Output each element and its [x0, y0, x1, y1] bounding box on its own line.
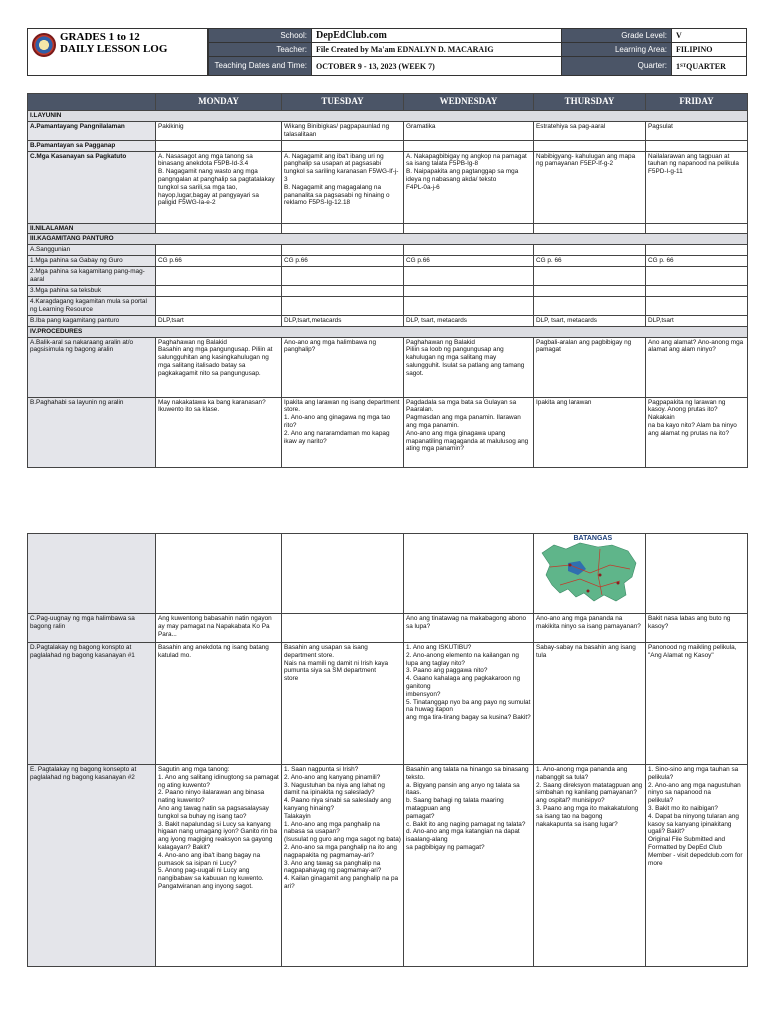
row-label-pagtalakay-1: D.Pagtalakay ng bagong konspto at paglalahad ng bagong kasanayan #1	[28, 643, 156, 765]
empty-cell	[404, 266, 534, 285]
cell-balik-tue: Ano-ano ang mga halimbawa ng panghalip?	[282, 337, 404, 397]
empty-cell	[404, 223, 534, 234]
empty-cell	[282, 223, 404, 234]
cell-pag-uugnay-mon: Ang kuwentong babasahin natin ngayon ay may pamagat na Napakabata Ko Pa Para...	[156, 614, 282, 643]
cell-iba-wed: DLP, tsart, metacards	[404, 315, 534, 326]
empty-cell	[282, 266, 404, 285]
empty-cell	[282, 285, 404, 296]
table-row	[28, 223, 748, 234]
empty-cell	[404, 285, 534, 296]
cell-balik-wed: Paghahawan ng Balakid Piliin sa loob ng pangungusap ang kahulugan ng mga salitang may salungguhit. Isulat sa patlang ang tamang sagot.	[404, 337, 534, 397]
table-row	[28, 397, 748, 467]
header-title-block	[28, 29, 208, 75]
cell-balik-mon: Paghahawan ng Balakid Basahin ang mga pangungusap. Piliin at salungguhitan ang kasingkahulugan ng mga salitang italisado batay sa pagkakagamit nito sa pangungusap.	[156, 337, 282, 397]
row-label-pagtalakay-2: E. Pagtalakay ng bagong konsepto at paglalahad ng bagong kasanayan #2	[28, 765, 156, 967]
table-row	[28, 245, 748, 256]
table-row	[28, 614, 748, 643]
quarter-word: QUARTER	[686, 61, 726, 71]
cell-pagtalakay1-wed: 1. Ano ang ISKUTIBU? 2. Ano-anong elemento na kailangan ng lupa ang taglay nito? 3. Paano ang paggawa nito? 4. Gaano kahalaga ang pagkakaroon ng ganitong imbensyon? 5. Tinatanggap nyo ba ang payo ng sumulat na huwag itapon ang mga tira-tirang bagay sa kusina? Bakit?	[404, 643, 534, 765]
empty-cell	[156, 534, 282, 614]
cell-pangnilalaman-fri: Pagsulat	[646, 121, 748, 140]
table-row	[28, 296, 748, 315]
quarter-suffix: ST	[680, 63, 687, 69]
grade-label: Grade Level:	[561, 29, 671, 43]
cell-pangnilalaman-thu: Estratehiya sa pag-aaral	[534, 121, 646, 140]
cell-pagtalakay1-thu: Sabay-sabay na basahin ang isang tula	[534, 643, 646, 765]
empty-cell	[156, 140, 282, 151]
quarter-value	[671, 57, 746, 75]
corner-cell	[28, 94, 156, 111]
teacher-label: Teacher:	[208, 43, 311, 57]
table-row	[28, 765, 748, 967]
cell-pag-uugnay-wed: Ano ang tinatawag na makabagong abono sa lupa?	[404, 614, 534, 643]
school-label: School:	[208, 29, 311, 43]
title-line-1: GRADES 1 to 12	[60, 31, 140, 43]
empty-cell	[646, 266, 748, 285]
empty-cell	[646, 296, 748, 315]
teacher-value: File Created by Ma'am EDNALYN D. MACARAIG	[311, 43, 561, 57]
cell-paghahabi-wed: Pagdadala sa mga bata sa Gulayan sa Paaralan. Pagmasdan ang mga panamin. Ilarawan ang mga panamin. Ano-ano ang mga ginagawa upang mapanatiling magaganda at malulusog ang ating mga panamin?	[404, 397, 534, 467]
empty-cell	[646, 223, 748, 234]
row-label-karagdagang: 4.Karagdagang kagamitan mula sa portal ng Learning Resource	[28, 296, 156, 315]
empty-cell	[534, 223, 646, 234]
map-title: BATANGAS	[573, 535, 613, 542]
cell-guro-fri: CG p. 66	[646, 255, 748, 266]
cell-pagtalakay2-fri: 1. Sino-sino ang mga tauhan sa pelikula? 2. Ano-ano ang mga nagustuhan ninyo sa napanood na pelikula? 3. Bakit mo ito naibigan? 4. Dapat ba ninyong tularan ang kasoy sa kanyang ipinakitang ugali? Bakit? Original File Submitted and Formatted by DepEd Club Member - visit depedclub.com for more	[646, 765, 748, 967]
area-label: Learning Area:	[561, 43, 671, 57]
row-label-pagganap: B.Pamantayan sa Pagganap	[28, 140, 156, 151]
table-row	[28, 326, 748, 337]
section-procedures: IV.PROCEDURES	[28, 326, 748, 337]
row-label-sanggunian: A.Sanggunian	[28, 245, 156, 256]
empty-cell	[156, 266, 282, 285]
cell-pagtalakay2-mon: Sagutin ang mga tanong: 1. Ano ang salitang idinugtong sa pamagat ng ating kuwento? 2. Paano ninyo ilalarawan ang binasa nating kuwento? Ano ang tawag natin sa pagsasalaysay tungkol sa buhay ng isang tao? 3. Bakit napalundag si Lucy sa kanyang higaan nang umagang iyon? Ganito rin ba ang iyong magiging reaksyon sa gayong kalagayan? Bakit? 4. Ano-ano ang iba't ibang bagay na pumasok sa isipan ni Lucy? 5. Anong pag-uugali ni Lucy ang nangibabaw sa kabuuan ng kuwento. Pangatwiranan ang inyong sagot.	[156, 765, 282, 967]
cell-guro-thu: CG p. 66	[534, 255, 646, 266]
row-label-pangmag: 2.Mga pahina sa kagamitang pang-mag-aaral	[28, 266, 156, 285]
section-layunin: I.LAYUNIN	[28, 111, 748, 122]
lesson-table-part-2	[27, 533, 748, 967]
day-tuesday: TUESDAY	[282, 94, 404, 111]
row-label-teksbuk: 3.Mga pahina sa teksbuk	[28, 285, 156, 296]
section-kagamitan: III.KAGAMITANG PANTURO	[28, 234, 748, 245]
deped-seal-icon	[32, 33, 56, 57]
quarter-label: Quarter:	[561, 57, 671, 75]
cell-paghahabi-thu: Ipakita ang larawan	[534, 397, 646, 467]
batangas-map	[540, 535, 640, 609]
cell-iba-fri: DLP,tsart	[646, 315, 748, 326]
cell-pagtalakay1-fri: Panonood ng maikling pelikula, "Ang Alamat ng Kasoy"	[646, 643, 748, 765]
area-value: FILIPINO	[671, 43, 746, 57]
day-wednesday: WEDNESDAY	[404, 94, 534, 111]
table-row	[28, 121, 748, 140]
header-info-grid	[208, 29, 746, 75]
cell-kasanayan-thu: Nabibigyang- kahulugan ang mapa ng pamayanan F5EP-If-g-2	[534, 151, 646, 223]
cell-kasanayan-mon: A. Nasasagot ang mga tanong sa binasang anekdota F5PB-Id-3.4 B. Nagagamit nang wasto ang mga pangngalan at panghalip sa pagtatalakay tungkol sa sarili,sa mga tao, hayop,lugar,bagay at pangyayari sa paligid F5WG-Ia-e-2	[156, 151, 282, 223]
row-label-paghahabi: B.Paghahabi sa layunin ng aralin	[28, 397, 156, 467]
row-label-pag-uugnay: C.Pag-uugnay ng mga halimbawa sa bagong ralin	[28, 614, 156, 643]
table-row	[28, 534, 748, 614]
cell-paghahabi-tue: Ipakita ang larawan ng isang department store. 1. Ano-ano ang ginagawa ng mga tao rito? 2. Ano ang nararamdaman mo kapag ikaw ay narito?	[282, 397, 404, 467]
cell-guro-mon: CG p.66	[156, 255, 282, 266]
table-row	[28, 643, 748, 765]
cell-kasanayan-tue: A. Nagagamit ang iba't ibang uri ng panghalip sa usapan at pagsasabi tungkol sa sariling karanasan F5WG-If-j-3 B. Nagagamit ang magagalang na pananalita sa pagsasabi ng hinaing o reklamo F5PS-Ig-12.18	[282, 151, 404, 223]
cell-pagtalakay1-mon: Basahin ang anekdota ng isang batang katulad mo.	[156, 643, 282, 765]
cell-pagtalakay1-tue: Basahin ang usapan sa isang department store. Nais na mamili ng damit ni Irish kaya pumunta siya sa SM department store	[282, 643, 404, 765]
map-graphic	[540, 535, 640, 609]
empty-cell	[282, 534, 404, 614]
empty-cell	[404, 140, 534, 151]
lesson-log-header	[27, 28, 747, 76]
row-label-kasanayan: C.Mga Kasanayan sa Pagkatuto	[28, 151, 156, 223]
empty-cell	[282, 245, 404, 256]
cell-pagtalakay2-tue: 1. Saan nagpunta si Irish? 2. Ano-ano ang kanyang pinamili? 3. Nagustuhan ba niya ang lahat ng damit na ipinakita ng saleslady? 4. Paano niya sinabi sa saleslady ang kanyang hinaing? Talakayin 1. Ano-ano ang mga panghalip na nabasa sa usapan? (Isusulat ng guro ang mga sagot ng bata) 2. Ano-ano sa mga panghalip na ito ang nagpapakita ng pagmamay-ari? 3. Ano ang tawag sa panghalip na nagpapahayag ng pagmamay-ari? 4. Kailan ginagamit ang panghalip na pa ari?	[282, 765, 404, 967]
empty-cell	[156, 245, 282, 256]
cell-guro-wed: CG p.66	[404, 255, 534, 266]
town-marker	[616, 582, 619, 585]
cell-paghahabi-fri: Pagpapakita ng larawan ng kasoy. Anong prutas ito? Nakakain na ba kayo nito? Alam ba ninyo ang alamat ng prutas na ito?	[646, 397, 748, 467]
cell-kasanayan-fri: Nailalarawan ang tagpuan at tauhan ng napanood na pelikula F5PD-I-g-11	[646, 151, 748, 223]
table-row	[28, 151, 748, 223]
dates-value: OCTOBER 9 - 13, 2023 (WEEK 7)	[311, 57, 561, 75]
table-row	[28, 234, 748, 245]
cell-paghahabi-mon: May nakakatawa ka bang karanasan? Ikuwento ito sa klase.	[156, 397, 282, 467]
empty-cell	[156, 296, 282, 315]
cell-pag-uugnay-tue	[282, 614, 404, 643]
empty-cell	[534, 140, 646, 151]
empty-cell	[646, 534, 748, 614]
row-label-balik: A.Balik-aral sa nakaraang aralin at/o pagsisimula ng bagong aralin	[28, 337, 156, 397]
row-label-pangnilalaman: A.Pamantayang Pangnilalaman	[28, 121, 156, 140]
town-marker	[568, 564, 571, 567]
empty-cell	[156, 223, 282, 234]
cell-pangnilalaman-tue: Wikang Binibigkas/ pagpapaunlad ng talasalitaan	[282, 121, 404, 140]
cell-guro-tue: CG p.66	[282, 255, 404, 266]
empty-cell	[646, 140, 748, 151]
town-marker	[598, 574, 601, 577]
empty-cell	[404, 296, 534, 315]
cell-pagtalakay2-thu: 1. Ano-anong mga pananda ang nabanggit sa tula? 2. Saang direksyon matatagpuan ang simbahan ng kanilang pamayanan? ang ospital? munisipyo? 3. Paano ang mga ito makakatulong sa isang tao na bagong nakakapunta sa isang lugar?	[534, 765, 646, 967]
day-thursday: THURSDAY	[534, 94, 646, 111]
title-line-2: DAILY LESSON LOG	[60, 43, 168, 55]
lesson-table-part-1	[27, 93, 748, 468]
cell-iba-tue: DLP,tsart,metacards	[282, 315, 404, 326]
day-friday: FRIDAY	[646, 94, 748, 111]
cell-pangnilalaman-wed: Gramatika	[404, 121, 534, 140]
map-cell	[534, 534, 646, 614]
cell-pag-uugnay-fri: Bakit nasa labas ang buto ng kasoy?	[646, 614, 748, 643]
cell-iba-mon: DLP,tsart	[156, 315, 282, 326]
empty-cell	[282, 140, 404, 151]
table-row	[28, 285, 748, 296]
cell-pagtalakay2-wed: Basahin ang talata na hinango sa binasang teksto. a. Bigyang pansin ang anyo ng talata sa itaas. b. Saang bahagi ng talata maaring matagpuan ang pamagat? c. Bakit ito ang naging pamagat ng talata? d. Ano-ano ang mga katangian na dapat isaalang-alang sa pagbibigay ng pamagat?	[404, 765, 534, 967]
cell-iba-thu: DLP, tsart, metacards	[534, 315, 646, 326]
section-nilalaman: II.NILALAMAN	[28, 223, 156, 234]
empty-cell	[282, 296, 404, 315]
table-row	[28, 111, 748, 122]
cell-balik-fri: Ano ang alamat? Ano-anong mga alamat ang alam ninyo?	[646, 337, 748, 397]
school-value: DepEdClub.com	[311, 29, 561, 43]
grade-value: V	[671, 29, 746, 43]
day-header-row	[28, 94, 748, 111]
empty-cell	[646, 285, 748, 296]
table-row	[28, 337, 748, 397]
cell-kasanayan-wed: A. Nakapagbibigay ng angkop na pamagat sa isang talata F5PB-Ig-8 B. Naipapakita ang pagtanggap sa mga ideya ng nabasang akda/ teksto F4PL-0a-j-6	[404, 151, 534, 223]
row-label-iba: B.Iba pang kagamitang panturo	[28, 315, 156, 326]
quarter-number: 1	[676, 61, 680, 71]
corner-cell	[28, 534, 156, 614]
table-row	[28, 255, 748, 266]
empty-cell	[534, 245, 646, 256]
empty-cell	[534, 266, 646, 285]
cell-pag-uugnay-thu: Ano-ano ang mga pananda na makikita ninyo sa isang pamayanan?	[534, 614, 646, 643]
cell-pangnilalaman-mon: Pakikinig	[156, 121, 282, 140]
empty-cell	[404, 534, 534, 614]
dates-label: Teaching Dates and Time:	[208, 57, 311, 75]
empty-cell	[534, 285, 646, 296]
day-monday: MONDAY	[156, 94, 282, 111]
table-row	[28, 315, 748, 326]
town-marker	[586, 590, 589, 593]
empty-cell	[404, 245, 534, 256]
cell-balik-thu: Pagbali-aralan ang pagbibigay ng pamagat	[534, 337, 646, 397]
table-row	[28, 266, 748, 285]
row-label-guro: 1.Mga pahina sa Gabay ng Guro	[28, 255, 156, 266]
empty-cell	[156, 285, 282, 296]
empty-cell	[646, 245, 748, 256]
table-row	[28, 140, 748, 151]
empty-cell	[534, 296, 646, 315]
